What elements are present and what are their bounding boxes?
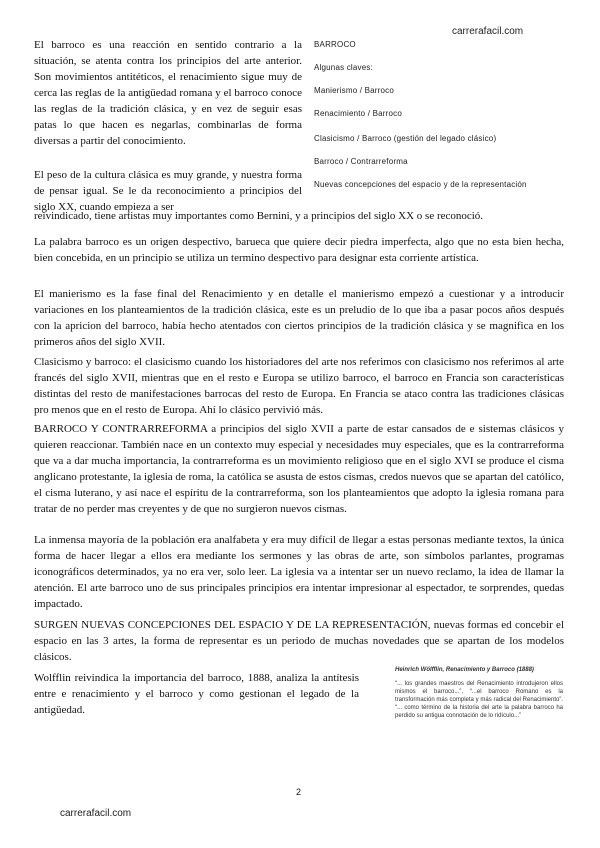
paragraph-origin: La palabra barroco es un origen despectivo, barueca que quiere decir piedra imperfecta, algo que no esta bien hecha, bien concebida, en un principio se utiliza un termino despectivo para designar esta corriente artística. xyxy=(34,236,564,264)
sidebar-title: BARROCO xyxy=(314,40,356,49)
page-number: 2 xyxy=(296,787,302,797)
watermark-top: carrerafacil.com xyxy=(452,26,524,37)
paragraph-classical-weight: El peso de la cultura clásica es muy grande, y nuestra forma de pensar igual. Se le da reconocimiento a principios del siglo XX, cuando empieza a ser xyxy=(34,169,302,213)
sidebar-item: Algunas claves: xyxy=(314,63,374,72)
paragraph-classical-weight-cont: reivindicado, tiene artistas muy importantes como Bernini, y a principios del siglo XX o se reconoció. xyxy=(34,210,484,222)
sidebar-item: Renacimiento / Barroco xyxy=(314,109,402,118)
sidebar-item: Manierismo / Barroco xyxy=(314,86,395,95)
quote-body: “... los grandes maestros del Renacimiento introdujeron ellos mismos el barroco...”, “...el barroco Romano es la transformación más completa y más radical del Renacimiento”. “... como término de la historia del arte la palabra barroco ha perdido su antigua connotación de lo ridículo...” xyxy=(395,681,563,719)
paragraph-mannerism: El manierismo es la fase final del Renacimiento y en detalle el manierismo empezó a cuestionar y a introducir variaciones en los planteamientos de la tradición clásica, este es un preludio de lo que iba a pasar pocos años después con la apricion del barroco, había hecho atentados con ciertos principios de la tradición clásica y se magnifica en los primeros años del siglo XVII. xyxy=(34,288,564,348)
sidebar-item: Clasicismo / Barroco (gestión del legado clásico) xyxy=(314,134,497,143)
paragraph-classicism: Clasicismo y barroco: el clasicismo cuando los historiadores del arte nos referimos con clasicismo nos referimos al arte francés del siglo XVII, mientras que en el resto e Europa se utilizo barroco, el barroco en Francia son características distintas del resto de manifestaciones barrocas del resto de Europa. En Francia se ataco contra las tradiciones clásicas pro menos que en el resto de Europa. Ahí lo clásico pervivió más. xyxy=(34,356,564,416)
paragraph-intro: El barroco es una reacción en sentido contrario a la situación, se atenta contra los principios del arte anterior. Son movimientos antitéticos, el renacimiento sigue muy de cerca las reglas de la antigüedad romana y el barroco conoce las reglas de la tradición clásica, y en vez de seguir esas patas lo que hacen es negarlas, combinarlas de forma diversas a partir del conocimiento. xyxy=(34,39,302,147)
paragraph-wolfflin: Wolfflin reivindica la importancia del barroco, 1888, analiza la antítesis entre e renacimiento y el barroco y como gestionan el legado de la antigüedad. xyxy=(34,672,359,716)
sidebar-item: Barroco / Contrarreforma xyxy=(314,157,408,166)
quote-title: Heinrich Wölfflin, Renacimiento y Barroco (1888) xyxy=(395,667,534,673)
wolfflin-quote-box xyxy=(395,666,563,720)
watermark-bottom: carrerafacil.com xyxy=(60,808,132,819)
paragraph-iconography: La inmensa mayoría de la población era analfabeta y era muy difícil de llegar a estas personas mediante textos, la única forma de hacer llegar a ellos era mediante los sermones y las obras de arte, son símbolos parlantes, programas iconográficos determinados, ya no era ver, solo leer. La iglesia va a intentar ser un nuevo reclamo, la idea de llamar la atención. El arte barroco uno de sus principales principios era intentar impresionar al espectador, te sorprendes, quedas impactado. xyxy=(34,534,564,610)
paragraph-counter-reformation: BARROCO Y CONTRARREFORMA a principios del siglo XVII a parte de estar cansados de e sistemas clásicos y quieren reaccionar. También nace en un contexto muy especial y necesidades muy especiales, que es la contrarreforma que va a dar mucha importancia, la contrarreforma es un movimiento religioso que en el siglo XVI se produce el cisma anglicano protestante, la iglesia de roma, la católica se asusta de estos cismas, credos nuevos que se apartan del católico, el cisma luterano, y así nace el espíritu de la contrarreforma, son los planteamientos que adopto la iglesia romana para tratar de no perder mas creyentes y de que no surgieron nuevos cismas. xyxy=(34,423,564,515)
paragraph-space: SURGEN NUEVAS CONCEPCIONES DEL ESPACIO Y DE LA REPRESENTACIÓN, nuevas formas ed concebir el espacio en las 3 artes, la forma de representar es un periodo de muchas novedades que se apartan de los modelos clásicos. xyxy=(34,619,564,663)
sidebar-item: Nuevas concepciones del espacio y de la representación xyxy=(314,180,527,189)
